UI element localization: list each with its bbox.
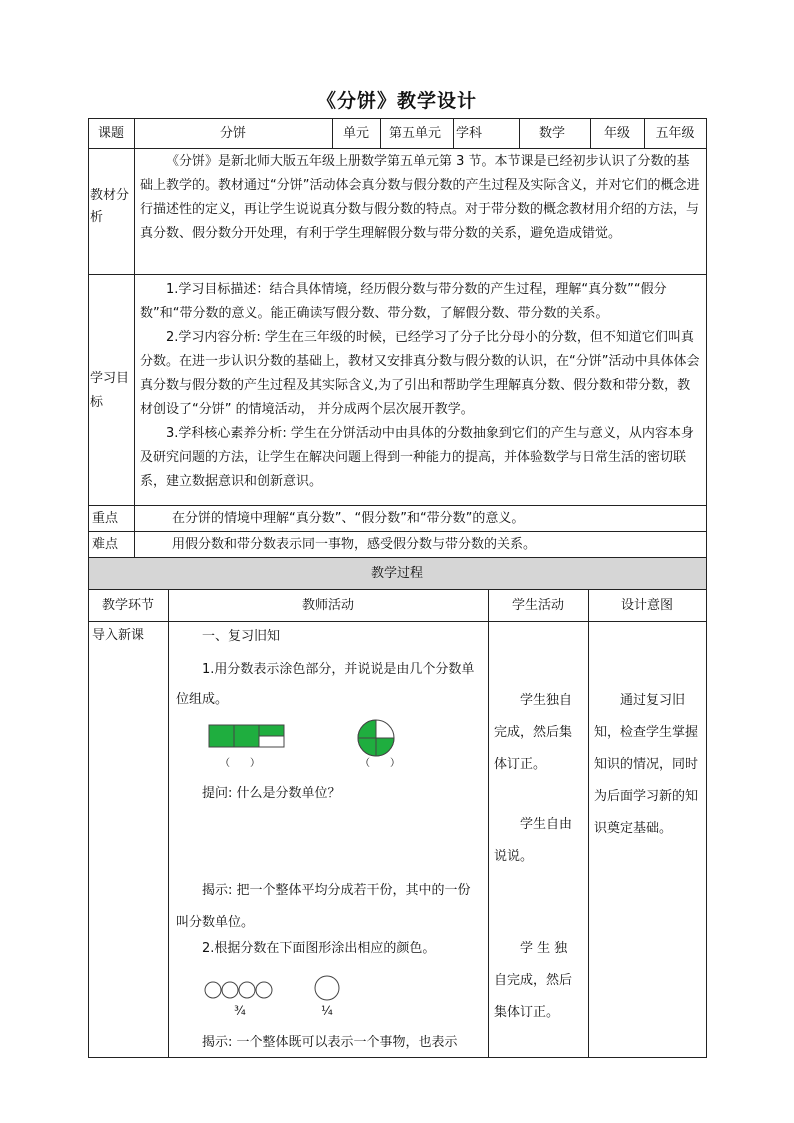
fraction-label-2: ¼ [321,1004,333,1018]
teacher-review: 一、复习旧知 [202,629,281,644]
circle-figure [358,720,394,756]
fraction-label-1: ¾ [234,1004,246,1018]
teacher-q1: 1.用分数表示涂色部分，并说说是由几个分数单位组成。 [176,662,475,707]
bar-figure [209,725,284,747]
small-circle-4 [256,982,272,998]
teacher-reveal-2: 揭示: 一个整体既可以表示一个事物，也表示 [202,1035,458,1050]
material-text: 《分饼》是新北师大版五年级上册数学第五单元第 3 节。本节课是已经初步认识了分数的基础上教学的。教材通过“分饼”活动体会真分数与假分数的产生过程及实际含义，并对它们的概念进行描述性的定义，再让学生说说真分数与假分数的特点。对于带分数的概念教材用介绍的方法，与真分数、假分数分开处理，有利于学生理解假分数与带分数的关系，避免造成错觉。 [140,154,700,241]
difficulty-text: 用假分数和带分数表示同一事物，感受假分数与带分数的关系。 [172,537,537,552]
goal-3: 3.学科核心素养分析: 学生在分饼活动中由具体的分数抽象到它们的产生与意义，从内容本身及研究问题的方法，让学生在解决问题上得到一种能力的提高，并体验数学与日常生活的密切联系，建立数据意识和创新意识。 [140,426,694,489]
topic-label: 课题 [97,126,124,141]
design-intent: 通过复习旧知，检查学生掌握知识的情况，同时为后面学习新的知识奠定基础。 [594,693,699,836]
unit-value: 第五单元 [388,126,441,141]
difficulty-label: 难点 [92,537,119,552]
unit-label: 单元 [342,126,369,141]
topic-value: 分饼 [219,126,246,141]
small-circle-1 [205,982,221,998]
student-activity-1: 学生独自完成，然后集体订正。 [494,693,573,772]
key-point-label: 重点 [92,511,119,526]
bar-cell-1 [209,725,234,747]
col-intent: 设计意图 [620,598,673,613]
teacher-q2: 2.根据分数在下面图形涂出相应的颜色。 [202,941,436,956]
goal-2: 2.学习内容分析: 学生在三年级的时候，已经学习了分子比分母小的分数，但不知道它们叫真分数。在进一步认识分数的基础上，教材又安排真分数与假分数的认识，在“分饼”活动中具体体会真分数与假分数的产生过程及其实际含义,为了引出和帮助学生理解真分数、假分数和带分数，教材创设了“分饼” 的情境活动， 并分成两个层次展开教学。 [140,330,700,417]
col-student: 学生活动 [511,598,564,613]
teacher-reveal-1: 揭示: 把一个整体平均分成若干份，其中的一份叫分数单位。 [176,883,471,930]
col-teacher: 教师活动 [301,598,354,613]
student-activity-3: 学 生 独 自完成，然后集体订正。 [494,941,573,1020]
subject-value: 数学 [538,126,565,141]
large-circle [315,976,339,1000]
bar-cell-4 [259,736,284,747]
answer-blank-2: （ ） [360,758,400,769]
bar-cell-3 [259,725,284,736]
material-label: 教材分析 [90,188,130,225]
subject-label: 学科 [456,126,483,141]
grade-label: 年级 [603,126,630,141]
key-point-text: 在分饼的情境中理解“真分数”、“假分数”和“带分数”的意义。 [172,511,525,526]
small-circle-2 [222,982,238,998]
circles-to-color [200,975,360,1005]
bar-cell-2 [234,725,259,747]
goal-1: 1.学习目标描述：结合具体情境，经历假分数与带分数的产生过程，理解“真分数”“假分数”和“带分数的意义。能正确读写假分数、带分数，了解假分数、带分数的关系。 [140,282,667,321]
small-circle-3 [239,982,255,998]
col-stage: 教学环节 [101,598,154,613]
teacher-ask: 提问: 什么是分数单位？ [202,786,341,801]
goals-text [140,278,702,506]
process-heading: 教学过程 [88,558,706,589]
grade-value: 五年级 [655,126,695,141]
page-title: 《分饼》教学设计 [316,90,477,112]
stage-name: 导入新课 [92,628,145,643]
goals-label: 学习目标 [90,371,130,410]
answer-blank-1: （ ） [220,758,260,769]
student-activity-2: 学生自由说说。 [494,817,573,864]
